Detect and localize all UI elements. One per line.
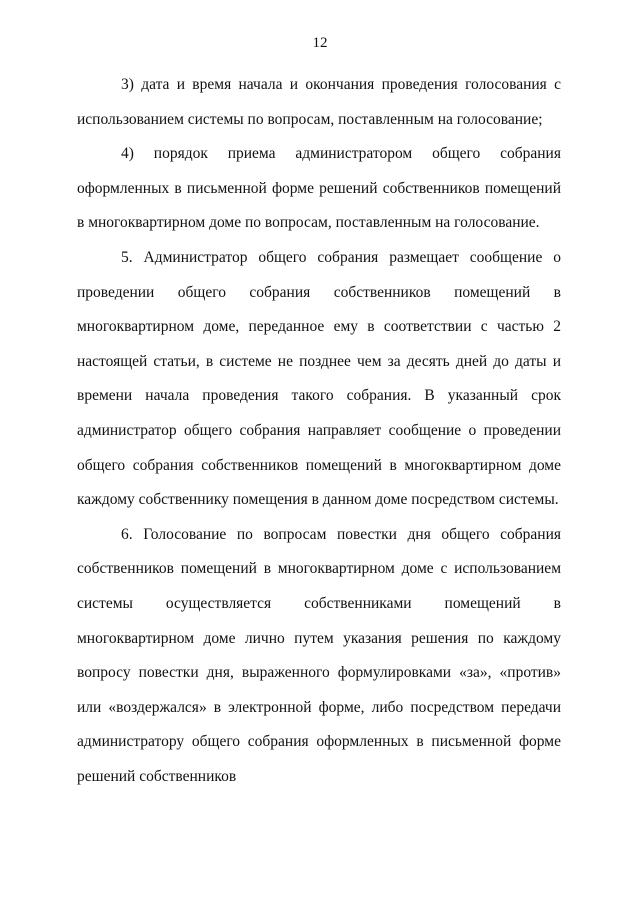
document-body [77,68,561,794]
paragraph-item-6: 6. Голосование по вопросам повестки дня общего собрания собственников помещений в многоквартирном доме с использованием системы осуществляется собственниками помещений в многоквартирном доме лично путем указания решения по каждому вопросу повестки дня, выраженного формулировками «за», «против» или «воздержался» в электронной форме, либо посредством передачи администратору общего собрания оформленных в письменной форме решений собственников [77,525,561,785]
paragraph-item-4: 4) порядок приема администратором общего собрания оформленных в письменной форме решений собственников помещений в многоквартирном доме по вопросам, поставленным на голосование. [77,145,561,232]
paragraph-item-3: 3) дата и время начала и окончания проведения голосования с использованием системы по вопросам, поставленным на голосование; [77,76,561,128]
paragraph-item-5: 5. Администратор общего собрания размещает сообщение о проведении общего собрания собственников помещений в многоквартирном доме, переданное ему в соответствии с частью 2 настоящей статьи, в системе не позднее чем за десять дней до даты и времени начала проведения такого собрания. В указанный срок администратор общего собрания направляет сообщение о проведении общего собрания собственников помещений в многоквартирном доме каждому собственнику помещения в данном доме посредством системы. [77,248,561,509]
page-number: 12 [312,35,328,51]
